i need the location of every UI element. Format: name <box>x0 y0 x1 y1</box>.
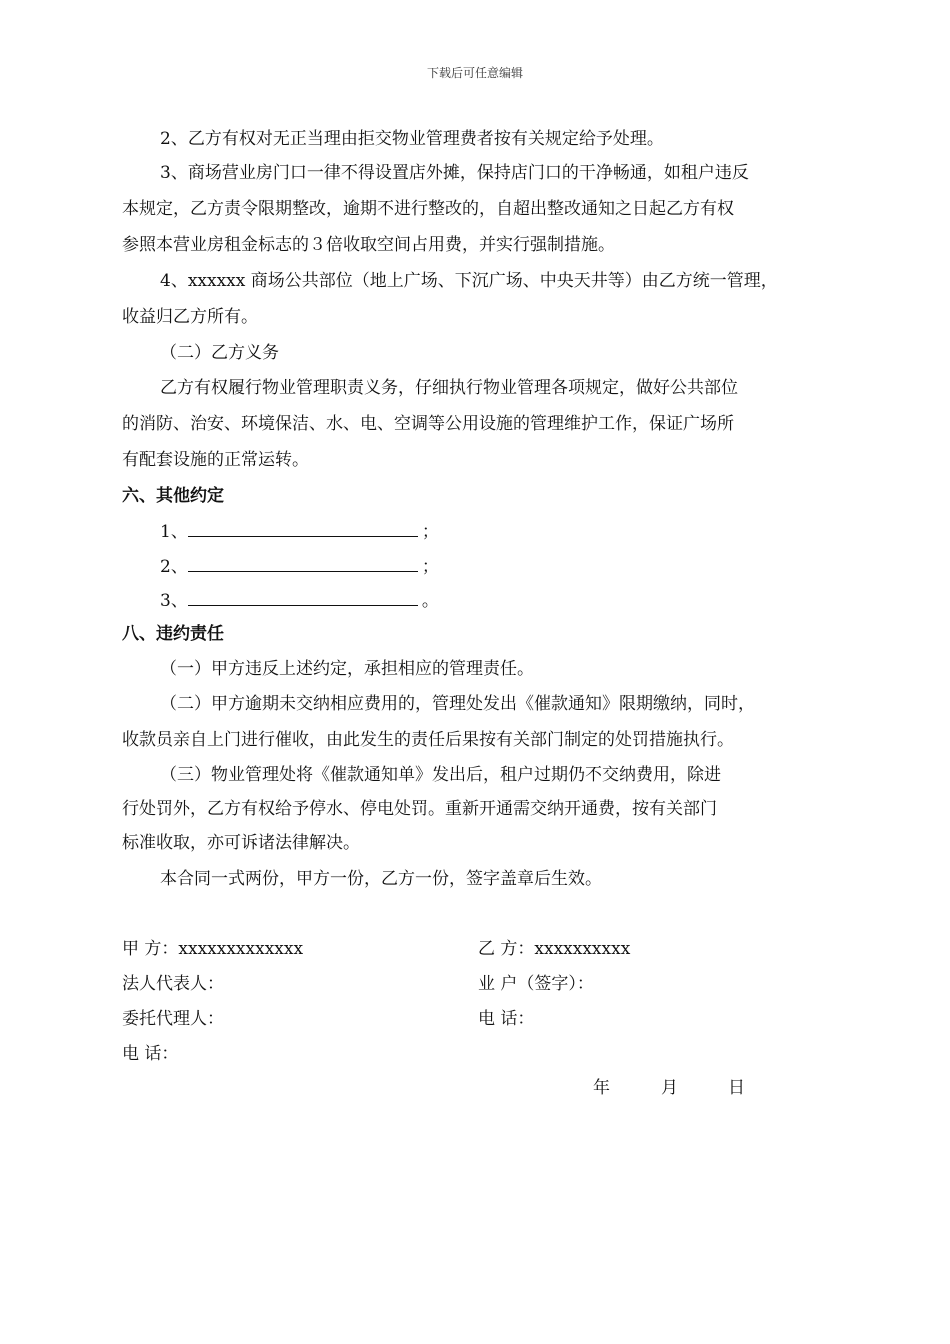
party-b-phone-label: 电 话： <box>478 1009 535 1029</box>
liability-1: （一）甲方违反上述约定，承担相应的管理责任。 <box>160 659 534 679</box>
subsection-party-b-duty: （二）乙方义务 <box>160 343 279 363</box>
party-b-name: 乙 方：xxxxxxxxxx <box>478 939 631 959</box>
contract-copies-note: 本合同一式两份，甲方一份，乙方一份，签字盖章后生效。 <box>160 869 602 889</box>
clause-4-line-1: 4、xxxxxx 商场公共部位（地上广场、下沉广场、中央天井等）由乙方统一管理， <box>160 271 778 291</box>
liability-2-line-2: 收款员亲自上门进行催收，由此发生的责任后果按有关部门制定的处罚措施执行。 <box>122 730 734 750</box>
item-number: 1、 <box>160 522 188 542</box>
clause-3-line-2: 本规定，乙方责令限期整改，逾期不进行整改的，自超出整改通知之日起乙方有权 <box>122 199 734 219</box>
clause-3-line-3: 参照本营业房租金标志的３倍收取空间占用费，并实行强制措施。 <box>122 235 615 255</box>
fill-in-blank <box>188 520 418 537</box>
other-item-3 <box>160 589 439 612</box>
clause-4-line-2: 收益归乙方所有。 <box>122 307 258 327</box>
liability-3-line-3: 标准收取，亦可诉诸法律解决。 <box>122 833 360 853</box>
owner-signature-label: 业 户（签字）： <box>478 974 594 994</box>
section-6-heading: 六、其他约定 <box>122 486 224 506</box>
fill-in-blank <box>188 589 418 606</box>
section-8-heading: 八、违约责任 <box>122 624 224 644</box>
item-number: 2、 <box>160 557 188 577</box>
item-end-mark: ； <box>421 557 439 577</box>
agent-label: 委托代理人： <box>122 1009 224 1029</box>
clause-3-line-1: 3、商场营业房门口一律不得设置店外摊，保持店门口的干净畅通，如租户违反 <box>160 163 749 183</box>
item-end-mark: 。 <box>421 591 439 611</box>
party-a-name: 甲 方：xxxxxxxxxxxxx <box>122 939 304 959</box>
liability-2-line-1: （二）甲方逾期未交纳相应费用的，管理处发出《催款通知》限期缴纳，同时， <box>160 694 755 714</box>
duty-line-2: 的消防、治安、环境保洁、水、电、空调等公用设施的管理维护工作，保证广场所 <box>122 414 734 434</box>
liability-3-line-2: 行处罚外，乙方有权给予停水、停电处罚。重新开通需交纳开通费，按有关部门 <box>122 799 717 819</box>
other-item-1 <box>160 520 439 543</box>
legal-representative-label: 法人代表人： <box>122 974 224 994</box>
date-year-label: 年 <box>593 1078 610 1098</box>
date-day-label: 日 <box>728 1078 745 1098</box>
party-a-phone-label: 电 话： <box>122 1044 179 1064</box>
item-end-mark: ； <box>421 522 439 542</box>
clause-2-text: 2、乙方有权对无正当理由拒交物业管理费者按有关规定给予处理。 <box>160 129 664 149</box>
duty-line-3: 有配套设施的正常运转。 <box>122 450 309 470</box>
item-number: 3、 <box>160 591 188 611</box>
date-month-label: 月 <box>661 1078 678 1098</box>
fill-in-blank <box>188 555 418 572</box>
other-item-2 <box>160 555 439 578</box>
duty-line-1: 乙方有权履行物业管理职责义务，仔细执行物业管理各项规定，做好公共部位 <box>160 378 738 398</box>
liability-3-line-1: （三）物业管理处将《催款通知单》发出后，租户过期仍不交纳费用，除进 <box>160 765 721 785</box>
page-header-note: 下载后可任意编辑 <box>426 66 523 80</box>
